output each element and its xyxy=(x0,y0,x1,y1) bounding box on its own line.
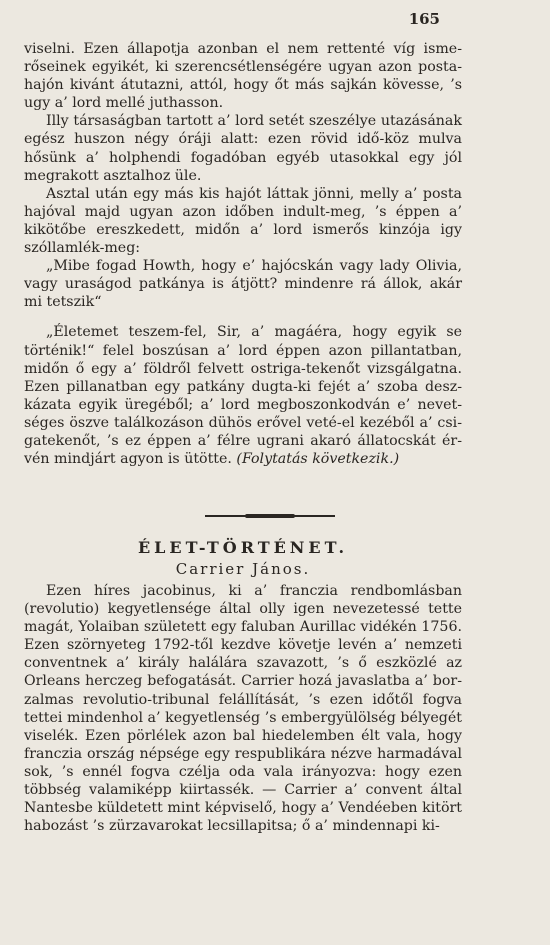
paragraph: Asztal után egy más kis hajót láttak jönni, melly a’ posta hajóval majd ugyan azon időben indult-meg, ’s éppen a’ kikötőbe ereszkedett, midőn a’ lord ismerős kinzója igy szóllamlék-meg: xyxy=(24,185,462,257)
section-heading: ÉLET-TÖRTÉNET. xyxy=(137,538,349,557)
section-divider xyxy=(205,515,335,517)
article-two-body xyxy=(24,582,462,835)
article-one-body xyxy=(24,40,462,468)
section-subheading: Carrier János. xyxy=(175,560,311,578)
paragraph-quote-reply xyxy=(24,323,462,468)
continuation-note: (Folytatás következik.) xyxy=(236,451,400,468)
paragraph: viselni. Ezen állapotja azonban el nem rettenté víg ismerőseinek egyikét, ki szerencsétlenségére ugyan azon postahajón kivánt átutazni, attól, hogy őt más sajkán kövesse, ’s ugy a’ lord mellé juthasson. xyxy=(24,41,462,112)
page-number: 165 xyxy=(408,10,440,28)
paragraph: Ezen híres jacobinus, ki a’ franczia rendbomlásban (revolutio) kegyetlensége által olly igen nevezetessé tette magát, Yolaiban született egy faluban Aurillac vidékén 1756. Ezen szörnyeteg 1792-től kezdve követje levén a’ nemzeti conventnek a’ király halálára szavazott, ’s ő eszközlé az Orleans herczeg befogatását. Carrier hozá javaslatba a’ borzalmas revolutio-tribunal felállítását, ’s ezen időtől fogva tettei mindenhol a’ kegyetlenség ’s embergyülölség bélyegét viselék. Ezen pörlélek azon bal hiedelemben élt vala, hogy franczia ország népsége egy respublikára nézve harmadával sok, ’s ennél fogva czélja oda vala irányozva: hogy ezen többség valamiképp kiirtassék. — Carrier a’ convent által Nantesbe küldetett mint képviselő, hogy a’ Vendéeben kitört habozást ’s zürzavarokat lecsillapitsa; ő a’ mindennapi ki- xyxy=(24,583,462,835)
paragraph-text: „Életemet teszem-fel, Sir, a’ magáéra, hogy egyik se történik!“ felel boszúsan a’ lord éppen azon pillantatban, midőn ő egy a’ földről felvett ostriga-tekenőt vizsgálgatna. Ezen pillanatban egy patkány dugta-ki fejét a’ szoba deszkázata egyik üregéből; a’ lord megboszonkodván e’ nevetséges öszve találkozáson dühös erővel veté-el kezéből a’ csigatekenőt, ’s ez éppen a’ félre ugrani akaró állatocskát érvén mindjárt agyon is ütötte. xyxy=(24,324,462,468)
paragraph-quote: „Mibe fogad Howth, hogy e’ hajócskán vagy lady Olivia, vagy uraságod patkánya is átjött? mindenre rá állok, akár mi tetszik“ xyxy=(24,258,462,311)
paragraph: Illy társaságban tartott a’ lord setét szeszélye utazásának egész huszon négy óráji alatt: ezen rövid idő-köz mulva hősünk a’ holphendi fogadóban egyéb utasokkal egy jól megrakott asztalhoz üle. xyxy=(24,113,462,184)
